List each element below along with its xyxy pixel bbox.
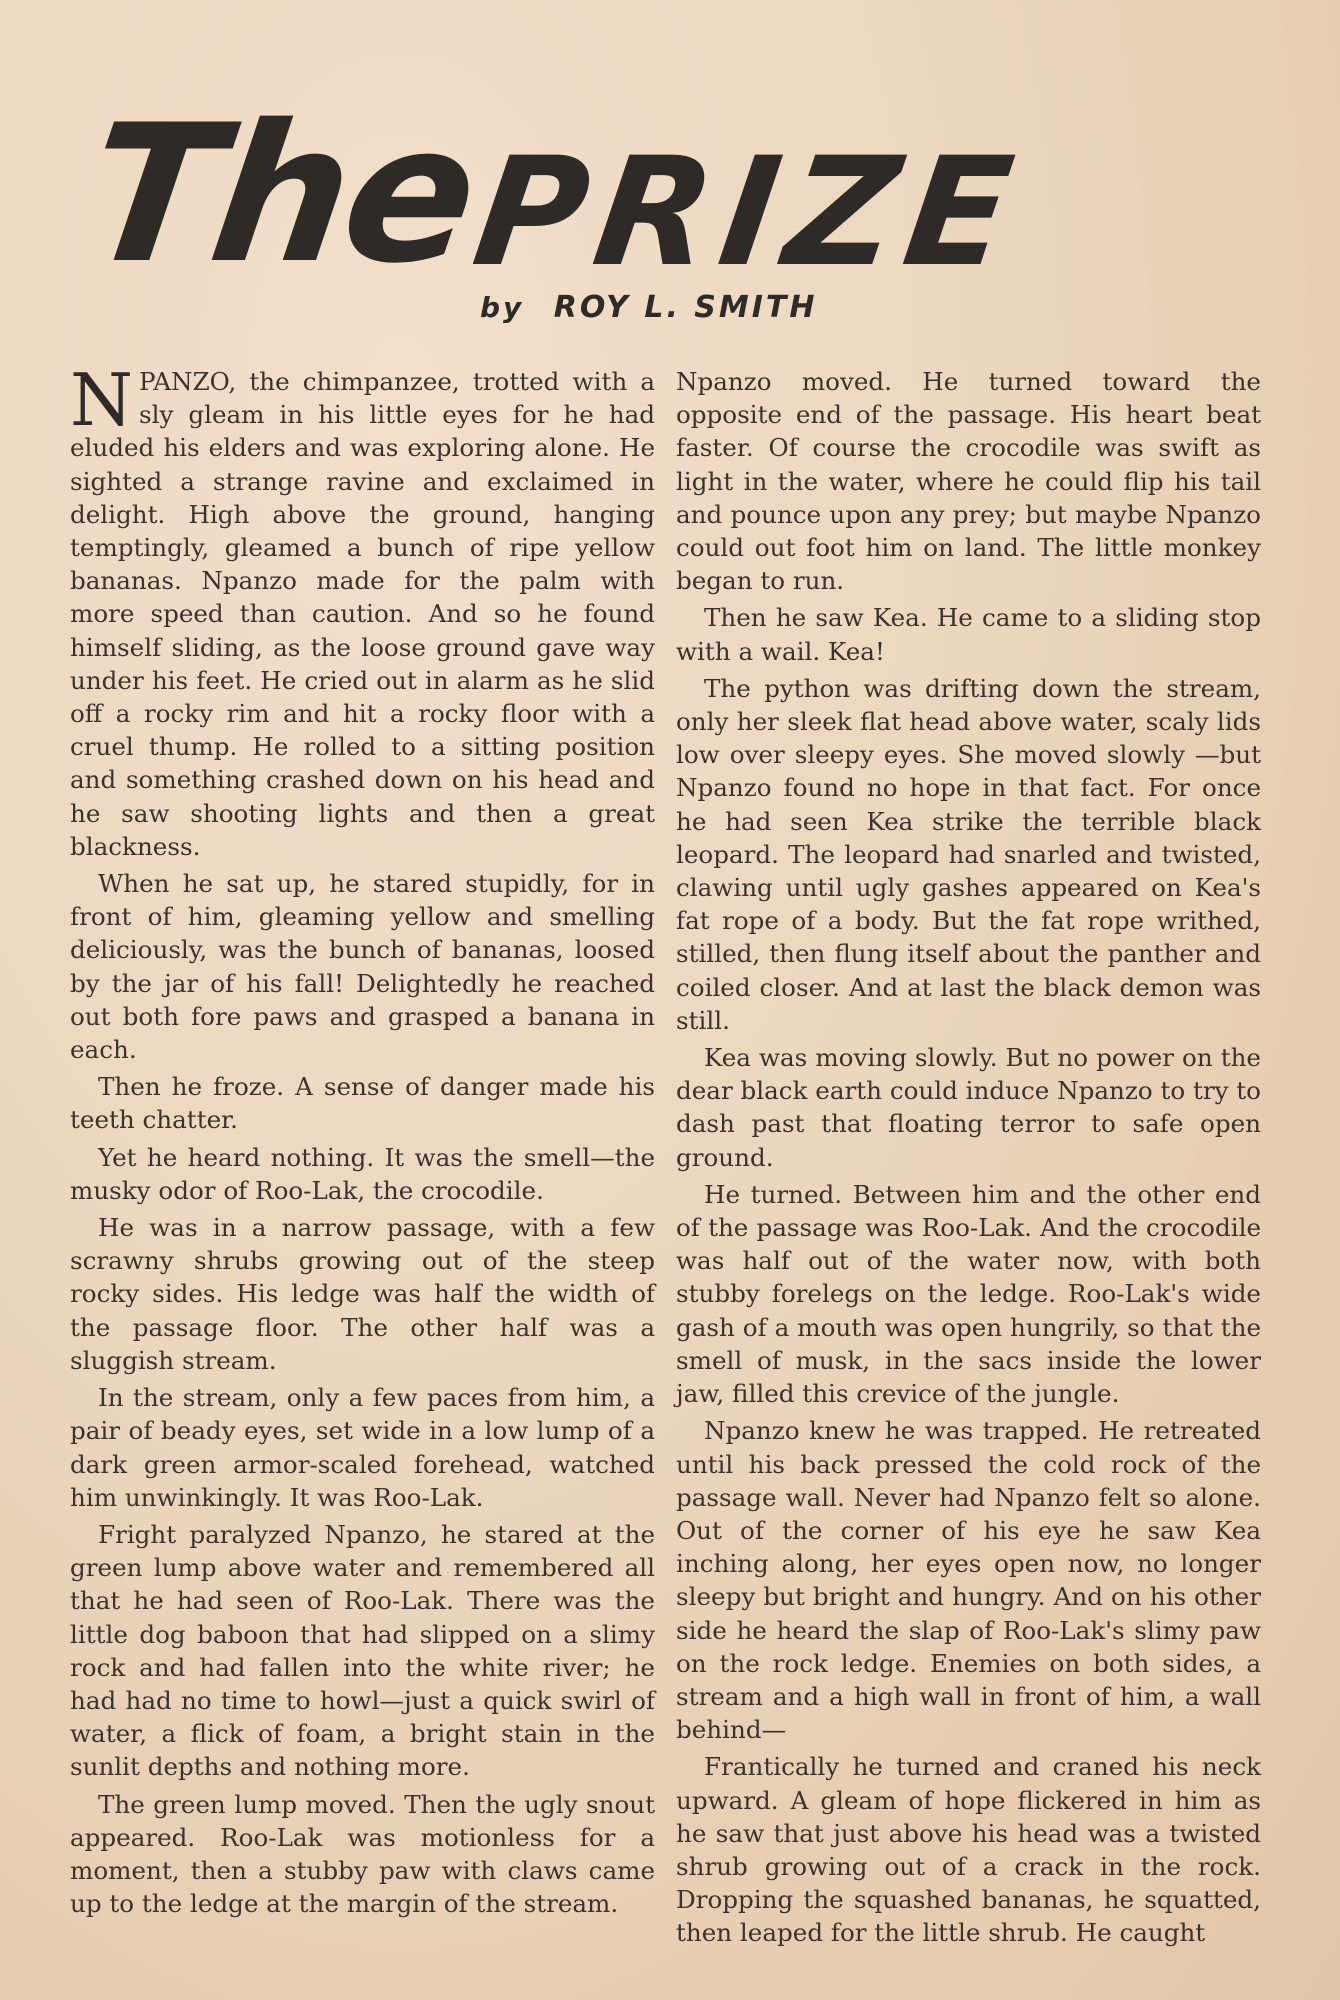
story-title (62, 60, 1279, 320)
paragraph: Frantically he turned and craned his neck upward. A gleam of hope flickered in him as he saw that just above his head was a twisted shrub growing out of a crack in the rock. Dropping the squashed bananas, he squatted, then leaped for the little shrub. He caught (676, 1752, 1261, 1948)
paragraph: He was in a narrow passage, with a few scrawny shrubs growing out of the steep rocky sides. His ledge was half the width of the passage floor. The other half was a sluggish stream. (70, 1213, 655, 1375)
paragraph: In the stream, only a few paces from him, a pair of beady eyes, set wide in a low lump of a dark green armor-scaled forehead, watched him unwinkingly. It was Roo-Lak. (70, 1383, 655, 1512)
paragraph: Npanzo knew he was trapped. He retreated until his back pressed the cold rock of the passage wall. Never had Npanzo felt so alone. Out of the corner of his eye he saw Kea inching along, her eyes open now, no longer sleepy but bright and hungry. And on his other side he heard the slap of Roo-Lak's slimy paw on the rock ledge. Enemies on both sides, a stream and a high wall in front of him, a wall behind— (676, 1416, 1261, 1745)
paragraph: Kea was moving slowly. But no power on the dear black earth could induce Npanzo to try to dash past that floating terror to safe open ground. (676, 1043, 1261, 1172)
byline-by: by (480, 291, 525, 324)
paragraph: Fright paralyzed Npanzo, he stared at the green lump above water and remembered all that he had seen of Roo-Lak. There was the little dog baboon that had slipped on a slimy rock and had fallen into the white river; he had had no time to howl—just a quick swirl of water, a flick of foam, a bright stain in the sunlit depths and nothing more. (70, 1519, 655, 1782)
title-word-the: The (73, 84, 487, 305)
byline-author: ROY L. SMITH (553, 290, 818, 325)
drop-cap: N (70, 358, 133, 442)
paragraph: The green lump moved. Then the ugly snout appeared. Roo-Lak was motionless for a moment, then a stubby paw with claws came up to the ledge at the margin of the stream. (70, 1789, 655, 1919)
paragraph: Yet he heard nothing. It was the smell—the musky odor of Roo-Lak, the crocodile. (70, 1142, 655, 1205)
paragraph: NPANZO, the chimpanzee, trotted with a sly gleam in his little eyes for he had eluded his elders and was exploring alone. He sighted a strange ravine and exclaimed in delight. High above the ground, hanging temptingly, gleamed a bunch of ripe yellow bananas. Npanzo made for the palm with more speed than caution. And so he found himself sliding, as the loose ground gave way under his feet. He cried out in alarm as he slid off a rocky rim and hit a rocky floor with a cruel thump. He rolled to a sitting position and something crashed down on his head and he saw shooting lights and then a great blackness. (70, 358, 655, 861)
paragraph: Npanzo moved. He turned toward the opposite end of the passage. His heart beat faster. Of course the crocodile was swift as light in the water, where he could flip his tail and pounce upon any prey; but maybe Npanzo could out foot him on land. The little monkey began to run. (676, 367, 1261, 596)
left-column (70, 358, 655, 1924)
title-word-prize: PRIZE (464, 126, 1032, 300)
paragraph: When he sat up, he stared stupidly, for in front of him, gleaming yellow and smelling deliciously, was the bunch of bananas, loosed by the jar of his fall! Delightedly he reached out both fore paws and grasped a banana in each. (70, 869, 655, 1065)
right-column (676, 365, 1261, 1954)
byline (480, 290, 818, 325)
paragraph: Then he saw Kea. He came to a sliding stop with a wail. Kea! (676, 603, 1261, 666)
paragraph: Then he froze. A sense of danger made his teeth chatter. (70, 1072, 655, 1135)
paragraph: He turned. Between him and the other end of the passage was Roo-Lak. And the crocodile was half out of the water now, with both stubby forelegs on the ledge. Roo-Lak's wide gash of a mouth was open hungrily, so that the smell of musk, in the sacs inside the lower jaw, filled this crevice of the jungle. (676, 1179, 1261, 1409)
paragraph: The python was drifting down the stream, only her sleek flat head above water, scaly lids low over sleepy eyes. She moved slowly —but Npanzo found no hope in that fact. For once he had seen Kea strike the terrible black leopard. The leopard had snarled and twisted, clawing until ugly gashes appeared on Kea's fat rope of a body. But the fat rope writhed, stilled, then flung itself about the panther and coiled closer. And at last the black demon was still. (676, 673, 1261, 1035)
